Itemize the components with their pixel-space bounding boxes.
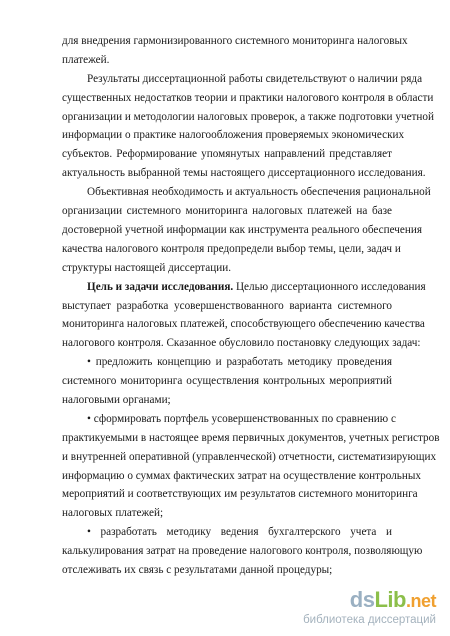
text-line: налоговыми органами; — [62, 394, 171, 406]
brand-logo: dsLib.net — [349, 587, 436, 612]
text-line: системного мониторинга осуществления контрольных мероприятий — [62, 375, 392, 387]
text-line: организации системного мониторинга налоговых платежей на базе — [62, 205, 392, 217]
text-line: информацию о суммах фактических затрат на осуществление контрольных — [62, 470, 421, 482]
text-line: Результаты диссертационной работы свидетельствуют о наличии ряда — [87, 73, 423, 85]
section-heading-line — [87, 279, 426, 295]
text-line: актуальность выбранной темы настоящего диссертационного исследования. — [62, 167, 426, 179]
bullet-item: • разработать методику ведения бухгалтерского учета и — [87, 526, 392, 538]
text-line: субъектов. Реформирование упомянутых направлений представляет — [62, 148, 392, 160]
text-line: достоверной учетной информации как инструмента реального обеспечения — [62, 224, 423, 236]
text-line: мероприятий и соответствующих им результатов системного мониторинга — [62, 488, 418, 500]
text-line: существенных недостатков теории и практики налогового контроля в области — [62, 92, 434, 104]
text-line: налоговых платежей; — [62, 507, 164, 519]
text-line: отслеживать их связь с результатами данной процедуры; — [62, 564, 333, 576]
text-line: платежей. — [62, 54, 110, 66]
text-line: и внутренней оперативной (управленческой) отчетности, систематизирующих — [62, 451, 437, 463]
text-line: организации и методологии налоговых проверок, а также подготовки учетной — [62, 111, 434, 123]
section-heading: Цель и задачи исследования. — [87, 281, 234, 293]
text-line: Объективная необходимость и актуальность обеспечения рациональной — [87, 186, 431, 198]
text-line: налогового контроля. Сказанное обусловило постановку следующих задач: — [62, 337, 421, 349]
text-line: информации о практике налогообложения проверяемых экономических — [62, 129, 405, 141]
text-line: практикуемыми в настоящее время первичных документов, учетных регистров — [62, 432, 440, 444]
text-line: качества налогового контроля предопредели выбор темы, цели, задач и — [62, 243, 401, 255]
bullet-item: • предложить концепцию и разработать методику проведения — [87, 356, 392, 368]
text-line: Целью диссертационного исследования — [233, 281, 426, 293]
text-line: калькулирования затрат на проведение налогового контроля, позволяющую — [62, 545, 423, 557]
text-line: мониторинга налоговых платежей, способствующего обеспечению качества — [62, 318, 425, 330]
text-line: структуры настоящей диссертации. — [62, 262, 232, 274]
bullet-item: • сформировать портфель усовершенствованных по сравнению с — [87, 413, 396, 425]
text-line: выступает разработка усовершенствованного варианта системного — [62, 300, 392, 312]
watermark-logo — [296, 589, 436, 628]
text-line: для внедрения гармонизированного системного мониторинга налоговых — [62, 35, 408, 47]
brand-subtitle: библиотека диссертаций — [303, 614, 436, 626]
